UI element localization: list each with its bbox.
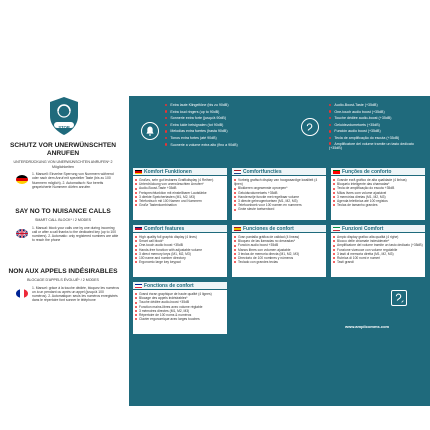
panel-header — [331, 225, 425, 233]
feature-text: Grande ecrã gráfico de alta qualidade (4 linhas) — [337, 178, 407, 182]
panel-title: Komfort Funktionen — [144, 169, 192, 175]
bullet-icon — [234, 240, 236, 242]
ringer-item: Suonerie a volume extra alto (fino a 90dB) — [170, 142, 238, 147]
feature-item — [234, 178, 324, 186]
ringer-item: Sonnerie extra forte (jusqu'à 90dB) — [170, 116, 227, 121]
feature-text: Freisprechfunktion mit einstellbarer Lautstärke — [139, 190, 207, 195]
feature-text: Ampio display grafico alta qualità (4 righe) — [337, 235, 399, 239]
bullet-icon — [135, 179, 137, 181]
panel-feature-list — [135, 292, 225, 321]
features-grid — [129, 166, 430, 406]
bullet-icon — [135, 314, 137, 316]
feature-text: Smart call block* — [139, 239, 164, 244]
boost-item: Amplificatore del volume tramite un tasto dedicato (+35dB) — [329, 141, 414, 150]
ear-icon — [301, 118, 319, 136]
france-flag-icon — [16, 289, 28, 298]
title-en: SAY NO TO NUISANCE CALLS — [15, 208, 111, 215]
bullet-icon — [234, 261, 236, 263]
bullet-icon — [135, 257, 137, 259]
bullet-icon — [135, 240, 137, 242]
feature-text: Función audio boost +35dB — [238, 243, 279, 248]
feature-text: 3 directe geheugentoetsen (M1, M2, M3) — [238, 199, 298, 204]
feature-text: Bloqueio inteligente das chamadas* — [337, 182, 390, 187]
panel-header — [133, 225, 227, 233]
panel-title: Funciones de confort — [243, 226, 294, 232]
boost-item: Audio-Boost-Taste (+35dB) — [334, 103, 378, 107]
feature-item — [135, 260, 225, 264]
panel-feature-list — [234, 178, 324, 212]
bullet-icon — [135, 183, 137, 185]
section-en — [4, 208, 122, 250]
feature-text: Amplificatore del volume tramite un tasto dedicato (+35dB) — [337, 243, 423, 248]
panel-de — [133, 168, 227, 220]
panel-fr — [133, 282, 227, 334]
description-de: 1. Manuell: Einzelne Sperrung von Nummern während oder nach dem Anruf mit spezieller Taste (bis zu 100 Nummern möglich). 2. Automatisch: Nur bereits gespeicherte Nummern dürfen anrufen — [32, 172, 114, 190]
flag-icon — [333, 227, 340, 232]
feature-text: Vorbeig grafisch display van hoogwaardige kwaliteit (4 lijnen) — [234, 178, 318, 187]
feature-text: Audio-Boost-Taste +35dB — [139, 186, 177, 191]
feature-text: Grote sleute toetsenbord — [238, 207, 275, 212]
bullet-icon — [333, 196, 335, 198]
feature-text: Unterdrückung von unerwünschten Anrufen* — [139, 182, 204, 187]
panel-header — [133, 168, 227, 176]
feature-text: Agenda telefónica até 100 registos — [337, 199, 388, 204]
title-fr: NON AUX APPELS INDÉSIRABLES — [8, 268, 118, 275]
feature-text: Tasti grandi — [337, 260, 354, 265]
subtitle-fr: BLOCAGE D'APPELS ÉVOLUÉ* / 2 MODES — [27, 278, 99, 282]
bullet-icon — [234, 245, 236, 247]
boost-item: Geluidsvolumetoets (+35dB) — [334, 122, 380, 127]
bullet-icon — [333, 204, 335, 206]
bullet-icon — [135, 310, 137, 312]
bullet-icon — [135, 204, 137, 206]
bullet-icon — [135, 196, 137, 198]
bullet-icon — [135, 261, 137, 263]
panel-title: Comfortfuncties — [243, 169, 282, 175]
title-de: SCHUTZ VOR UNERWÜNSCHTEN ANRUFEN — [9, 142, 117, 157]
feature-text: Grand écran graphique de haute qualité (4 lignes) — [139, 292, 212, 296]
feature-text: Manos libres con volumen ajustable — [238, 247, 291, 252]
bullet-icon — [234, 200, 236, 202]
feature-text: Touche dédiée audio-boost +35dB — [139, 300, 190, 305]
bullet-icon — [135, 245, 137, 247]
bullet-icon — [333, 183, 335, 185]
bullet-icon — [234, 204, 236, 206]
website-url: www.amplicomms.com — [345, 324, 390, 329]
flag-icon — [135, 284, 142, 289]
panel-title: Fonctions de confort — [144, 283, 194, 289]
panel-header — [232, 168, 326, 176]
stop-shield-icon — [48, 96, 80, 136]
feature-text: 100 name and number directory — [139, 256, 186, 261]
feature-item — [234, 260, 324, 264]
panel-nl — [232, 168, 326, 220]
ringer-item: Tonos extra fortes (até 90dB) — [170, 135, 217, 140]
panel-feature-list — [135, 235, 225, 264]
panel-title: Comfort features — [144, 226, 185, 232]
bullet-icon — [135, 249, 137, 251]
ringer-item: Extra loud ringers (up to 90dB) — [170, 109, 220, 114]
feature-text: Große Tastenkombination — [139, 203, 177, 208]
feature-text: Ergonomic large key keypad — [139, 260, 181, 265]
feature-text: 3 teclas de memoria directa (M1, M2, M3) — [238, 251, 300, 256]
feature-text: Funzione vivavoce con volume regolabile — [337, 247, 398, 252]
flag-icon — [333, 170, 340, 175]
ringer-item: Extra laute Klingeltöne (bis zu 90dB) — [170, 103, 229, 107]
feature-text: Rubrica di 100 nomi e numeri — [337, 256, 381, 261]
panel-header — [331, 168, 425, 176]
boost-item: Función audio boost (+35dB) — [334, 129, 381, 134]
bullet-icon — [333, 249, 335, 251]
section-de — [4, 142, 122, 196]
description-en: 1. Manual: block your calls one by one during incoming call or after a call thanks to the dedicated key (up to 100 numbers). 2. Automatic: only registered numbers are able to reach the phone — [32, 225, 119, 243]
feature-text: Handenvrije functie met regelbaar volume — [238, 194, 300, 199]
hearing-aid-icon — [391, 290, 407, 306]
panel-pt — [331, 168, 425, 220]
feature-text: Directorio de 100 nombres y números — [238, 256, 294, 261]
stop-label: STOP — [58, 125, 70, 130]
bullet-icon — [135, 236, 137, 238]
bullet-icon — [135, 200, 137, 202]
panel-feature-list — [135, 178, 225, 207]
flag-icon — [234, 170, 241, 175]
flag-icon — [135, 170, 142, 175]
flag-icon — [135, 227, 142, 232]
bullet-icon — [234, 236, 236, 238]
panel-title: Funzioni Comfort — [342, 226, 384, 232]
feature-text: Clavier ergonomique avec larges touches — [139, 317, 200, 322]
feature-text: Répertoire de 100 noms & numéros — [139, 313, 192, 318]
feature-item — [135, 203, 225, 207]
feature-item — [135, 317, 225, 321]
feature-text: Gran pantalla gráfica de calidad (4 líneas) — [238, 235, 300, 239]
bullet-icon — [234, 188, 236, 190]
ringer-item: Extra luide belsignalen (tot 90dB) — [170, 122, 224, 127]
germany-flag-icon — [16, 175, 28, 184]
bullet-icon — [135, 188, 137, 190]
bullet-icon — [135, 192, 137, 194]
bullet-icon — [135, 293, 137, 295]
bullet-icon — [234, 253, 236, 255]
bullet-icon — [234, 179, 236, 181]
bullet-icon — [135, 306, 137, 308]
feature-text: 3 direkte Speichertasten (M1, M2, M3) — [139, 194, 196, 199]
bullet-icon — [333, 257, 335, 259]
feature-text: 3 mémoires directes (M1, M2, M3) — [139, 308, 190, 313]
feature-text: Tecla de amplificação do escuta +35dB — [337, 186, 395, 191]
panel-feature-list — [333, 178, 423, 207]
description-fr: 1. Manuel: grâce à la touche dédiée, bloquez les numéros un à un pendant ou après un appel (jusqu'à 100 numéros). 2. Automatique: seuls les numéros enregistrés dans le répertoire font sonner le téléphone — [32, 285, 120, 303]
feature-text: Telefoonboek voor 100 namen en nummers — [238, 203, 302, 208]
panel-es — [232, 225, 326, 277]
bell-icon — [141, 122, 159, 140]
feature-text: Telefonbuch mit 100 Namen und Nummern — [139, 199, 202, 204]
bullet-icon — [333, 188, 335, 190]
feature-text: 3 memórias diretas (M1, M2, M3) — [337, 194, 386, 199]
bullet-icon — [333, 200, 335, 202]
ringer-list — [165, 102, 238, 148]
boost-item: Tecla de amplificação do escuta (+35dB) — [334, 135, 400, 140]
bullet-icon — [333, 192, 335, 194]
section-fr — [4, 268, 122, 310]
panel-header — [232, 225, 326, 233]
feature-text: Fonction mains-libres avec volume réglable — [139, 304, 203, 309]
feature-text: Mãos livres com volume ajustável — [337, 190, 387, 195]
flag-icon — [234, 227, 241, 232]
feature-text: Blokkeren ongewenste oproepen* — [238, 186, 288, 191]
feature-text: Blocage des appels indésirables* — [139, 296, 188, 301]
feature-text: Hands-free function with adjustable volume — [139, 247, 203, 252]
left-column — [4, 96, 122, 396]
subtitle-en: SMART CALL BLOCK* / 2 MODES — [34, 218, 92, 222]
feature-text: Blocco delle chiamate indesiderate* — [337, 239, 390, 244]
bullet-icon — [135, 253, 137, 255]
feature-item — [333, 203, 423, 207]
feature-text: 3 direct memory keys (M1, M2, M3) — [139, 251, 191, 256]
feature-text: 3 tasti di memoria diretta (M1, M2, M3) — [337, 251, 394, 256]
feature-text: One-touch audio boost +35dB — [139, 243, 183, 248]
bullet-icon — [333, 240, 335, 242]
bullet-icon — [234, 209, 236, 211]
panel-header — [133, 282, 227, 290]
bullet-icon — [333, 261, 335, 263]
bullet-icon — [234, 196, 236, 198]
feature-text: Bloqueo de las llamadas no deseadas* — [238, 239, 296, 244]
bullet-icon — [333, 236, 335, 238]
panel-en — [133, 225, 227, 277]
bullet-icon — [135, 318, 137, 320]
feature-item — [234, 207, 324, 211]
subtitle-de: UNTERDRÜCKUNG VON UNERWÜNSCHTEN ANRUFEN* 2 Möglichkeiten — [13, 160, 113, 169]
boost-list — [329, 102, 427, 150]
feature-text: Großes, sehr gut lesbares Grafikdisplay (4 Reihen) — [139, 178, 214, 182]
boost-item: Touche dédiée audio-boost (+35dB) — [334, 116, 392, 121]
feature-item — [333, 260, 423, 264]
band-content — [129, 96, 430, 166]
uk-flag-icon — [16, 229, 28, 238]
panel-it — [331, 225, 425, 277]
bullet-icon — [333, 245, 335, 247]
panel-feature-list — [234, 235, 324, 264]
ringer-item: Melodías extra fuertes (hasta 90dB) — [170, 129, 228, 134]
bullet-icon — [234, 192, 236, 194]
bullet-icon — [234, 249, 236, 251]
feature-text: Geluidsvolumetoets +35dB — [238, 190, 278, 195]
bullet-icon — [135, 302, 137, 304]
bullet-icon — [333, 253, 335, 255]
panel-feature-list — [333, 235, 423, 264]
bullet-icon — [234, 257, 236, 259]
boost-item: One-touch audio boost (+35dB) — [334, 109, 385, 114]
bullet-icon — [135, 297, 137, 299]
feature-text: High quality full graphic display (4 lines) — [139, 235, 197, 239]
feature-text: Teclas de tamanho grandes — [337, 203, 378, 208]
panel-title: Funções de conforto — [342, 169, 392, 175]
feature-text: Teclado con grandes teclas — [238, 260, 278, 265]
bullet-icon — [333, 179, 335, 181]
